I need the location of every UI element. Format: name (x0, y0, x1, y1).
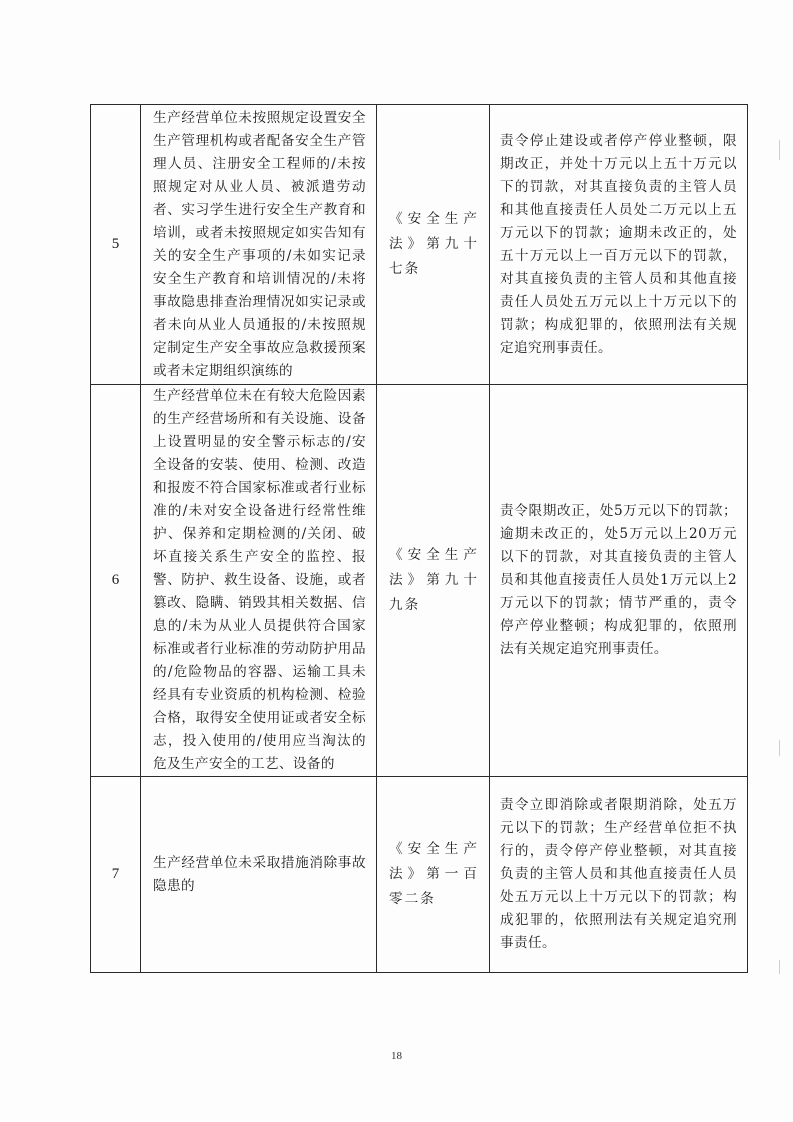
row-number: 6 (91, 385, 141, 777)
penalty-text: 责令限期改正，处5万元以下的罚款；逾期未改正的，处5万元以上20万元以下的罚款，对其直接负责的主管人员和其他直接责任人员处1万元以上2万元以下的罚款；情节严重的，责令停产停业整顿；构成犯罪的，依照刑法有关规定追究刑事责任。 (500, 503, 737, 657)
law-basis-text: 《安全生产法》第九十七条 (389, 211, 479, 277)
page-number: 18 (391, 1050, 402, 1062)
scan-artifact (779, 740, 780, 756)
table-row (91, 385, 748, 777)
penalty-cell (490, 777, 748, 973)
violation-cell (141, 777, 377, 973)
law-basis-cell (377, 777, 490, 973)
table-row (91, 777, 748, 973)
violation-text: 生产经营单位未在有较大危险因素的生产经营场所和有关设施、设备上设置明显的安全警示标志的/安全设备的安装、使用、检测、改造和报废不符合国家标准或者行业标准的/未对安全设备进行经常性维护、保养和定期检测的/关闭、破坏直接关系生产安全的监控、报警、防护、救生设备、设施，或者篡改、隐瞒、销毁其相关数据、信息的/未为从业人员提供符合国家标准或者行业标准的劳动防护用品的/危险物品的容器、运输工具未经具有专业资质的机构检测、检验合格，取得安全使用证或者安全标志，投入使用的/使用应当淘汰的危及生产安全的工艺、设备的 (153, 388, 366, 772)
violation-cell (141, 385, 377, 777)
table-row (91, 105, 748, 385)
penalty-text: 责令停止建设或者停产停业整顿，限期改正，并处十万元以上五十万元以下的罚款，对其直接负责的主管人员和其他直接责任人员处二万元以上五万元以下的罚款；逾期未改正的，处五十万元以上一百万元以下的罚款，对其直接负责的主管人员和其他直接责任人员处五万元以上十万元以下的罚款；构成犯罪的，依照刑法有关规定追究刑事责任。 (500, 132, 737, 356)
violation-cell (141, 105, 377, 385)
violation-text: 生产经营单位未采取措施消除事故隐患的 (153, 854, 366, 894)
penalty-table (90, 104, 748, 973)
scan-artifact (779, 140, 780, 160)
law-basis-cell (377, 385, 490, 777)
law-basis-text: 《安全生产法》第一百零二条 (389, 841, 479, 907)
row-number: 5 (91, 105, 141, 385)
law-basis-text: 《安全生产法》第九十九条 (389, 547, 479, 613)
penalty-cell (490, 385, 748, 777)
violation-text: 生产经营单位未按照规定设置安全生产管理机构或者配备安全生产管理人员、注册安全工程师的/未按照规定对从业人员、被派遣劳动者、实习学生进行安全生产教育和培训，或者未按照规定如实告知有关的安全生产事项的/未如实记录安全生产教育和培训情况的/未将事故隐患排查治理情况如实记录或者未向从业人员通报的/未按照规定制定生产安全事故应急救援预案或者未定期组织演练的 (153, 109, 366, 379)
scan-artifact (779, 960, 780, 974)
law-basis-cell (377, 105, 490, 385)
row-number: 7 (91, 777, 141, 973)
penalty-cell (490, 105, 748, 385)
penalty-text: 责令立即消除或者限期消除，处五万元以下的罚款；生产经营单位拒不执行的，责令停产停业整顿，对其直接负责的主管人员和其他直接责任人员处五万元以上十万元以下的罚款；构成犯罪的，依照刑法有关规定追究刑事责任。 (500, 797, 737, 951)
